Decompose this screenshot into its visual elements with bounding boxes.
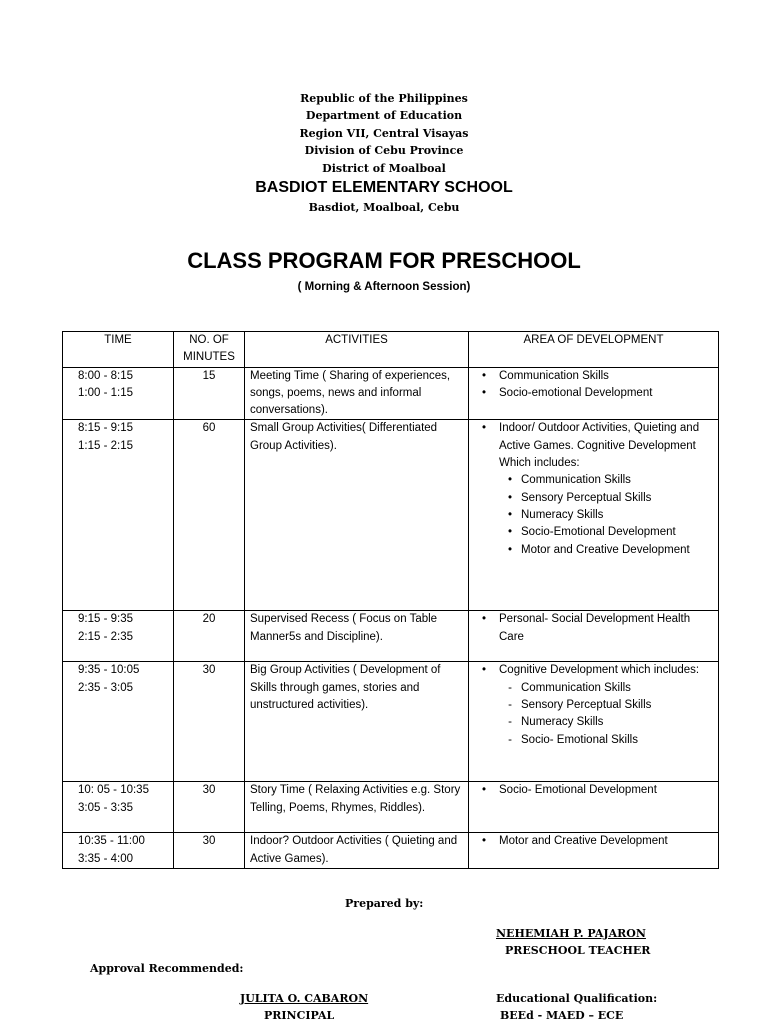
activity-cell: Small Group Activities( Differentiated Group Activities). xyxy=(245,420,469,611)
column-header-minutes xyxy=(174,332,245,368)
afternoon-time: 2:35 - 3:05 xyxy=(78,681,133,694)
afternoon-time: 3:35 - 4:00 xyxy=(78,852,133,865)
activity-cell: Indoor? Outdoor Activities ( Quieting and Active Games). xyxy=(245,833,469,869)
minutes-cell: 15 xyxy=(174,367,245,420)
afternoon-time: 1:15 - 2:15 xyxy=(78,439,133,452)
prepared-by-label: Prepared by: xyxy=(345,897,424,910)
area-cell xyxy=(469,367,719,420)
area-cell xyxy=(469,833,719,869)
list-item xyxy=(494,420,713,558)
letterhead-district: District of Moalboal xyxy=(322,161,446,175)
time-cell xyxy=(63,367,174,420)
time-cell xyxy=(63,611,174,662)
class-program-table xyxy=(62,331,719,869)
minutes-cell: 60 xyxy=(174,420,245,611)
page-subtitle: ( Morning & Afternoon Session) xyxy=(297,281,471,293)
principal-name: JULITA O. CABARON xyxy=(240,992,369,1005)
teacher-name: NEHEMIAH P. PAJARON xyxy=(496,927,646,940)
teacher-title: PRESCHOOL TEACHER xyxy=(505,944,651,957)
morning-time: 10: 05 - 10:35 xyxy=(78,784,149,797)
letterhead-division: Division of Cebu Province xyxy=(304,144,464,158)
activity-cell: Supervised Recess ( Focus on Table Manner5s and Discipline). xyxy=(245,611,469,662)
area-cell xyxy=(469,662,719,782)
column-header-area: AREA OF DEVELOPMENT xyxy=(469,332,719,368)
list-item: • Motor and Creative Development xyxy=(494,833,713,850)
table-row xyxy=(63,833,719,869)
time-cell xyxy=(63,833,174,869)
list-item: • Motor and Creative Development xyxy=(521,542,713,559)
list-item: • Socio- Emotional Development xyxy=(494,782,713,799)
list-item: • Socio-emotional Development xyxy=(494,385,713,402)
time-cell xyxy=(63,420,174,611)
list-item: • Socio-Emotional Development xyxy=(521,524,713,541)
activity-cell: Big Group Activities ( Development of Skills through games, stories and unstructured activities). xyxy=(245,662,469,782)
list-item: - Communication Skills xyxy=(521,680,713,697)
educational-qualification-label: Educational Qualification: xyxy=(496,992,658,1005)
list-item: - Socio- Emotional Skills xyxy=(521,732,713,749)
morning-time: 8:00 - 8:15 xyxy=(78,369,133,382)
page-title: CLASS PROGRAM FOR PRESCHOOL xyxy=(187,248,581,273)
afternoon-time: 1:00 - 1:15 xyxy=(78,386,133,399)
list-item: • Personal- Social Development Health Care xyxy=(494,611,713,646)
table-row xyxy=(63,611,719,662)
morning-time: 9:35 - 10:05 xyxy=(78,664,140,677)
table-row xyxy=(63,367,719,420)
area-cell xyxy=(469,420,719,611)
school-name: BASDIOT ELEMENTARY SCHOOL xyxy=(255,179,513,197)
time-cell xyxy=(63,662,174,782)
list-item: • Numeracy Skills xyxy=(521,507,713,524)
minutes-cell: 30 xyxy=(174,782,245,833)
table-row xyxy=(63,782,719,833)
morning-time: 8:15 - 9:15 xyxy=(78,422,133,435)
morning-time: 10:35 - 11:00 xyxy=(78,835,145,848)
column-header-activities: ACTIVITIES xyxy=(245,332,469,368)
list-item: • Sensory Perceptual Skills xyxy=(521,490,713,507)
letterhead xyxy=(0,90,768,216)
list-item: - Sensory Perceptual Skills xyxy=(521,697,713,714)
table-row xyxy=(63,420,719,611)
area-main-text: • Indoor/ Outdoor Activities, Quieting and Active Games. Cognitive Development Which includes: xyxy=(499,422,700,470)
morning-time: 9:15 - 9:35 xyxy=(78,613,133,626)
table-row xyxy=(63,662,719,782)
area-cell xyxy=(469,782,719,833)
minutes-cell: 30 xyxy=(174,833,245,869)
afternoon-time: 2:15 - 2:35 xyxy=(78,630,133,643)
time-cell xyxy=(63,782,174,833)
educational-qualification-value: BEEd - MAED – ECE xyxy=(500,1009,624,1022)
column-header-minutes-line2: MINUTES xyxy=(183,351,235,364)
afternoon-time: 3:05 - 3:35 xyxy=(78,801,133,814)
area-cell xyxy=(469,611,719,662)
column-header-time: TIME xyxy=(63,332,174,368)
list-item: - Numeracy Skills xyxy=(521,714,713,731)
principal-title: PRINCIPAL xyxy=(264,1009,335,1022)
letterhead-department: Department of Education xyxy=(305,109,463,123)
list-item: • Communication Skills xyxy=(521,472,713,489)
minutes-cell: 20 xyxy=(174,611,245,662)
list-item xyxy=(494,662,713,748)
letterhead-region: Region VII, Central Visayas xyxy=(299,126,469,140)
school-address: Basdiot, Moalboal, Cebu xyxy=(308,201,460,215)
activity-cell: Meeting Time ( Sharing of experiences, songs, poems, news and informal conversations). xyxy=(245,367,469,420)
table-header-row xyxy=(63,332,719,368)
letterhead-republic: Republic of the Philippines xyxy=(300,92,468,105)
column-header-minutes-line1: NO. OF xyxy=(189,334,229,346)
list-item: • Communication Skills xyxy=(494,368,713,385)
minutes-cell: 30 xyxy=(174,662,245,782)
activity-cell: Story Time ( Relaxing Activities e.g. Story Telling, Poems, Rhymes, Riddles). xyxy=(245,782,469,833)
approval-recommended-label: Approval Recommended: xyxy=(90,962,244,975)
area-main-text: • Cognitive Development which includes: xyxy=(499,664,700,677)
